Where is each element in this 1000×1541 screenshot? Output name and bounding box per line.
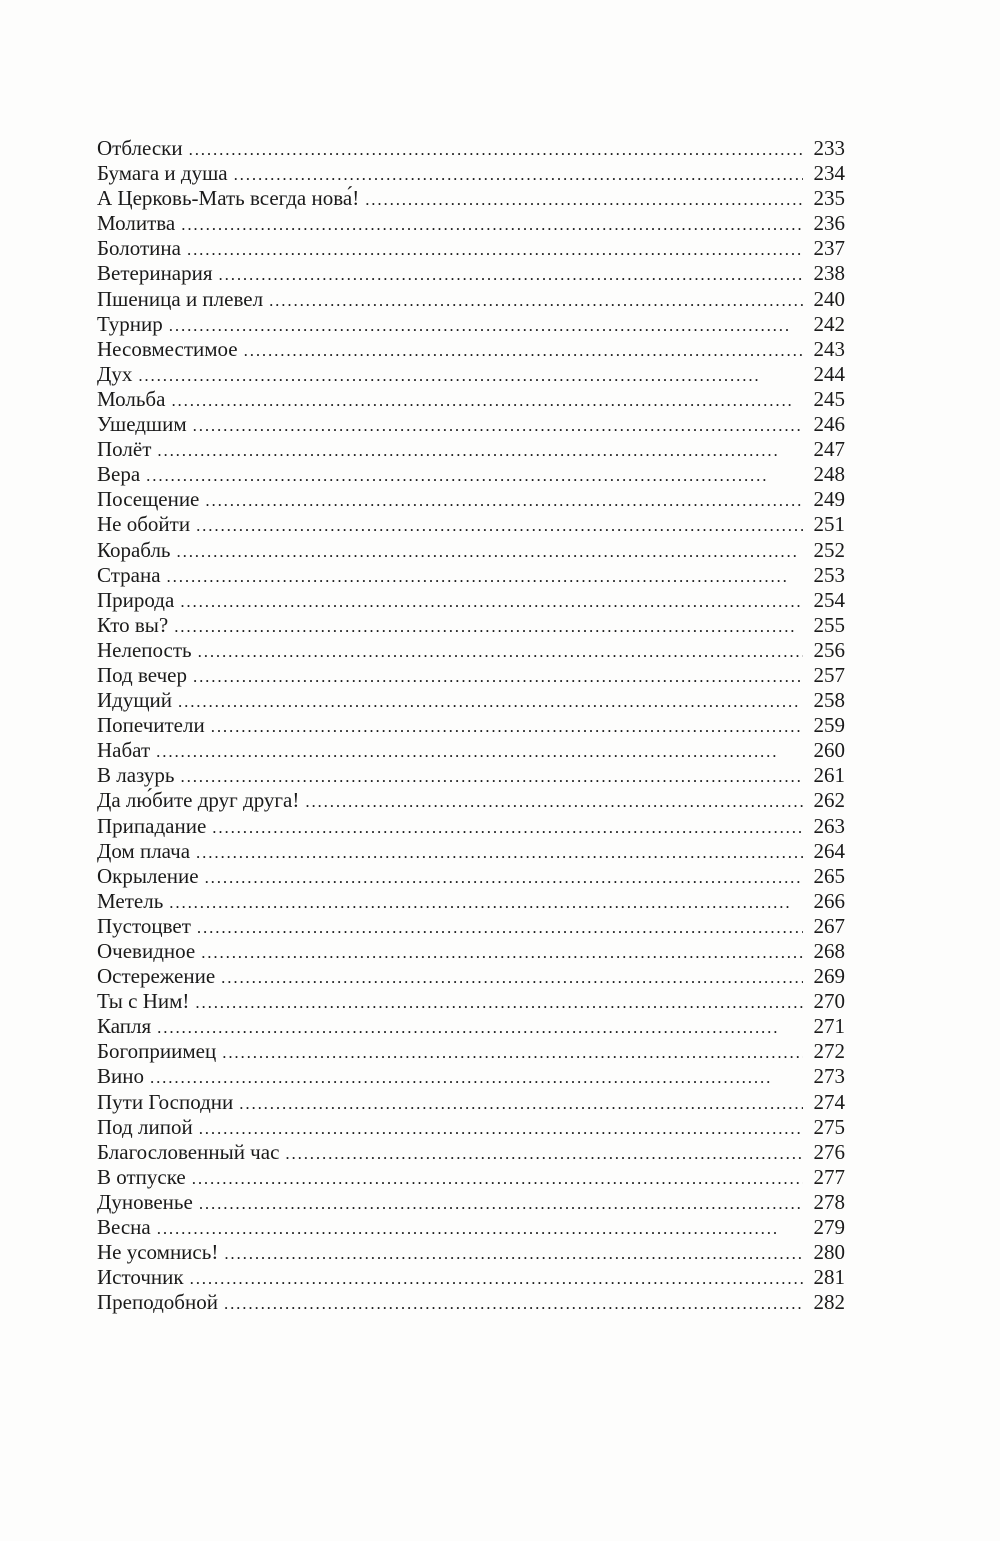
toc-entry [97, 337, 845, 362]
toc-entry [97, 889, 845, 914]
toc-entry-page-number: 281 [813, 1265, 845, 1290]
toc-entry-title: Преподобной [97, 1290, 218, 1315]
dot-leader [169, 313, 803, 338]
toc-entry-title: Страна [97, 562, 161, 587]
toc-entry-title: Окрыление [97, 863, 199, 888]
toc-entry [97, 236, 845, 261]
dot-leader [187, 237, 803, 262]
toc-entry [97, 1014, 845, 1039]
toc-entry-page-number: 253 [813, 562, 845, 587]
toc-entry [97, 1090, 845, 1115]
toc-entry-page-number: 275 [813, 1114, 845, 1139]
toc-entry-page-number: 242 [813, 311, 845, 336]
dot-leader [196, 840, 803, 865]
toc-entry [97, 814, 845, 839]
toc-entry [97, 462, 845, 487]
toc-entry-page-number: 246 [813, 412, 845, 437]
toc-entry-title: Метель [97, 888, 164, 913]
toc-entry-title: Очевидное [97, 939, 196, 963]
dot-leader [171, 388, 803, 413]
dot-leader [224, 1291, 803, 1316]
dot-leader [138, 363, 803, 388]
toc-entry-title: Несовместимое [97, 336, 238, 361]
table-of-contents [97, 136, 845, 1315]
dot-leader [195, 990, 803, 1015]
toc-entry [97, 261, 845, 286]
dot-leader [234, 162, 803, 187]
toc-entry-title: Турнир [97, 311, 163, 336]
dot-leader [150, 1065, 803, 1090]
dot-leader [285, 1141, 803, 1166]
dot-leader [211, 714, 803, 739]
toc-entry-page-number: 236 [813, 211, 845, 236]
toc-entry [97, 588, 845, 613]
toc-entry-title: Корабль [97, 537, 171, 562]
dot-leader [244, 338, 803, 363]
toc-entry [97, 763, 845, 788]
toc-entry [97, 1165, 845, 1190]
toc-entry-page-number: 274 [813, 1089, 845, 1114]
toc-entry [97, 136, 845, 161]
toc-entry-page-number: 237 [813, 236, 845, 261]
toc-entry [97, 914, 845, 939]
dot-leader [181, 212, 803, 237]
toc-entry [97, 663, 845, 688]
toc-entry-page-number: 255 [813, 612, 845, 637]
toc-entry [97, 487, 845, 512]
toc-entry-title: Бумага и душа [97, 161, 228, 186]
toc-entry-title: Дуновенье [97, 1189, 193, 1214]
dot-leader [146, 463, 803, 488]
toc-entry [97, 1265, 845, 1290]
toc-entry-page-number: 261 [813, 763, 845, 788]
toc-entry-page-number: 243 [813, 336, 845, 361]
toc-entry-title: Нелепость [97, 637, 192, 662]
dot-leader [205, 488, 803, 513]
dot-leader [167, 564, 803, 589]
toc-entry-page-number: 272 [813, 1039, 845, 1064]
dot-leader [305, 789, 803, 814]
dot-leader [197, 915, 803, 940]
toc-entry-title: Пшеница и плевел [97, 286, 264, 311]
toc-entry [97, 161, 845, 186]
dot-leader [221, 965, 803, 990]
toc-entry-page-number: 282 [813, 1290, 845, 1315]
toc-entry-title: А Церковь-Мать всегда нова́! [97, 186, 360, 211]
toc-entry-title: Кто вы? [97, 612, 169, 637]
toc-entry-page-number: 273 [813, 1064, 845, 1089]
dot-leader [190, 1266, 803, 1291]
toc-entry-title: Богоприимец [97, 1039, 217, 1064]
toc-entry-title: Полёт [97, 437, 152, 462]
dot-leader [180, 589, 803, 614]
dot-leader [205, 865, 803, 890]
toc-entry-page-number: 280 [813, 1240, 845, 1265]
dot-leader [219, 262, 803, 287]
toc-entry-title: Болотина [97, 236, 181, 261]
toc-entry-title: Ушедшим [97, 412, 187, 437]
toc-entry [97, 1190, 845, 1215]
toc-entry [97, 1240, 845, 1265]
toc-entry-title: В отпуске [97, 1164, 186, 1189]
toc-entry [97, 437, 845, 462]
toc-entry-page-number: 269 [813, 964, 845, 989]
toc-entry-title: Пустоцвет [97, 913, 191, 938]
toc-entry-title: Ты с Ним! [97, 989, 190, 1014]
toc-entry [97, 613, 845, 638]
dot-leader [224, 1241, 803, 1266]
toc-entry-title: Источник [97, 1265, 184, 1290]
toc-entry-title: Идущий [97, 688, 172, 713]
dot-leader [157, 438, 803, 463]
toc-entry-page-number: 258 [813, 688, 845, 713]
toc-entry [97, 688, 845, 713]
toc-entry [97, 538, 845, 563]
toc-entry-page-number: 233 [813, 136, 845, 160]
toc-entry-page-number: 267 [813, 913, 845, 938]
toc-entry-title: Вино [97, 1064, 144, 1089]
toc-entry [97, 1039, 845, 1064]
toc-entry [97, 738, 845, 763]
toc-entry-page-number: 235 [813, 186, 845, 211]
toc-entry [97, 964, 845, 989]
toc-entry-page-number: 257 [813, 662, 845, 687]
toc-entry-page-number: 245 [813, 386, 845, 411]
toc-entry-title: Посещение [97, 487, 200, 512]
toc-entry-title: Набат [97, 738, 151, 763]
dot-leader [178, 689, 803, 714]
dot-leader [189, 137, 803, 162]
dot-leader [196, 513, 803, 538]
toc-entry-page-number: 277 [813, 1164, 845, 1189]
toc-entry-title: Молитва [97, 211, 176, 236]
dot-leader [181, 764, 804, 789]
toc-entry [97, 1064, 845, 1089]
dot-leader [201, 940, 803, 965]
toc-entry-page-number: 265 [813, 863, 845, 888]
toc-entry [97, 563, 845, 588]
toc-entry-page-number: 249 [813, 487, 845, 512]
toc-entry-page-number: 268 [813, 939, 845, 963]
toc-entry-page-number: 234 [813, 161, 845, 186]
dot-leader [239, 1091, 803, 1116]
toc-entry-title: Ветеринария [97, 261, 213, 286]
toc-entry-title: Дом плача [97, 838, 191, 863]
dot-leader [157, 1015, 803, 1040]
toc-entry [97, 864, 845, 889]
toc-entry-page-number: 271 [813, 1014, 845, 1039]
toc-entry-title: В лазурь [97, 763, 175, 788]
toc-entry-title: Под вечер [97, 662, 187, 687]
toc-entry [97, 713, 845, 738]
toc-entry-title: Вера [97, 462, 141, 487]
toc-entry-title: Остережение [97, 964, 216, 989]
toc-entry-title: Весна [97, 1215, 151, 1240]
toc-entry-page-number: 256 [813, 637, 845, 662]
toc-entry-title: Отблески [97, 136, 183, 160]
toc-entry-title: Пути Господни [97, 1089, 234, 1114]
toc-entry-page-number: 240 [813, 286, 845, 311]
toc-entry-page-number: 276 [813, 1139, 845, 1164]
dot-leader [177, 539, 804, 564]
toc-entry-page-number: 259 [813, 713, 845, 738]
dot-leader [169, 890, 803, 915]
toc-entry-page-number: 266 [813, 888, 845, 913]
toc-entry-page-number: 252 [813, 537, 845, 562]
dot-leader [174, 614, 803, 639]
toc-entry [97, 287, 845, 312]
toc-entry [97, 788, 845, 813]
toc-entry-title: Не обойти [97, 512, 191, 537]
toc-entry-page-number: 270 [813, 989, 845, 1014]
toc-entry-page-number: 244 [813, 361, 845, 386]
toc-entry-title: Дух [97, 361, 133, 386]
dot-leader [198, 639, 803, 664]
toc-entry-page-number: 238 [813, 261, 845, 286]
dot-leader [365, 187, 803, 212]
dot-leader [156, 739, 803, 764]
toc-entry [97, 1115, 845, 1140]
dot-leader [193, 664, 803, 689]
toc-entry-title: Попечители [97, 713, 205, 738]
toc-entry [97, 211, 845, 236]
toc-entry-page-number: 262 [813, 788, 845, 813]
dot-leader [192, 1166, 803, 1191]
toc-entry [97, 989, 845, 1014]
toc-entry-title: Под липой [97, 1114, 193, 1139]
toc-entry-page-number: 263 [813, 813, 845, 838]
toc-entry [97, 312, 845, 337]
toc-entry-page-number: 260 [813, 738, 845, 763]
toc-entry-page-number: 254 [813, 587, 845, 612]
toc-entry-page-number: 251 [813, 512, 845, 537]
dot-leader [193, 413, 803, 438]
dot-leader [222, 1040, 803, 1065]
toc-entry [97, 839, 845, 864]
toc-entry [97, 362, 845, 387]
toc-entry-page-number: 264 [813, 838, 845, 863]
toc-entry-title: Капля [97, 1014, 152, 1039]
dot-leader [157, 1216, 803, 1241]
toc-entry [97, 387, 845, 412]
toc-entry [97, 1140, 845, 1165]
dot-leader [212, 815, 803, 840]
toc-entry [97, 412, 845, 437]
toc-entry-page-number: 278 [813, 1189, 845, 1214]
toc-entry-title: Да лю́бите друг друга! [97, 788, 300, 813]
toc-entry-page-number: 247 [813, 437, 845, 462]
toc-entry [97, 186, 845, 211]
toc-entry-title: Природа [97, 587, 175, 612]
dot-leader [199, 1191, 803, 1216]
toc-entry-title: Благословенный час [97, 1139, 280, 1164]
toc-entry-title: Мольба [97, 386, 166, 411]
toc-entry-title: Не усомнись! [97, 1240, 219, 1265]
toc-entry-page-number: 279 [813, 1215, 845, 1240]
toc-entry [97, 638, 845, 663]
dot-leader [269, 288, 803, 313]
toc-entry-page-number: 248 [813, 462, 845, 487]
toc-entry [97, 1290, 845, 1315]
dot-leader [199, 1116, 803, 1141]
toc-entry-title: Припадание [97, 813, 207, 838]
toc-entry [97, 939, 845, 964]
toc-entry [97, 1215, 845, 1240]
toc-entry [97, 512, 845, 537]
